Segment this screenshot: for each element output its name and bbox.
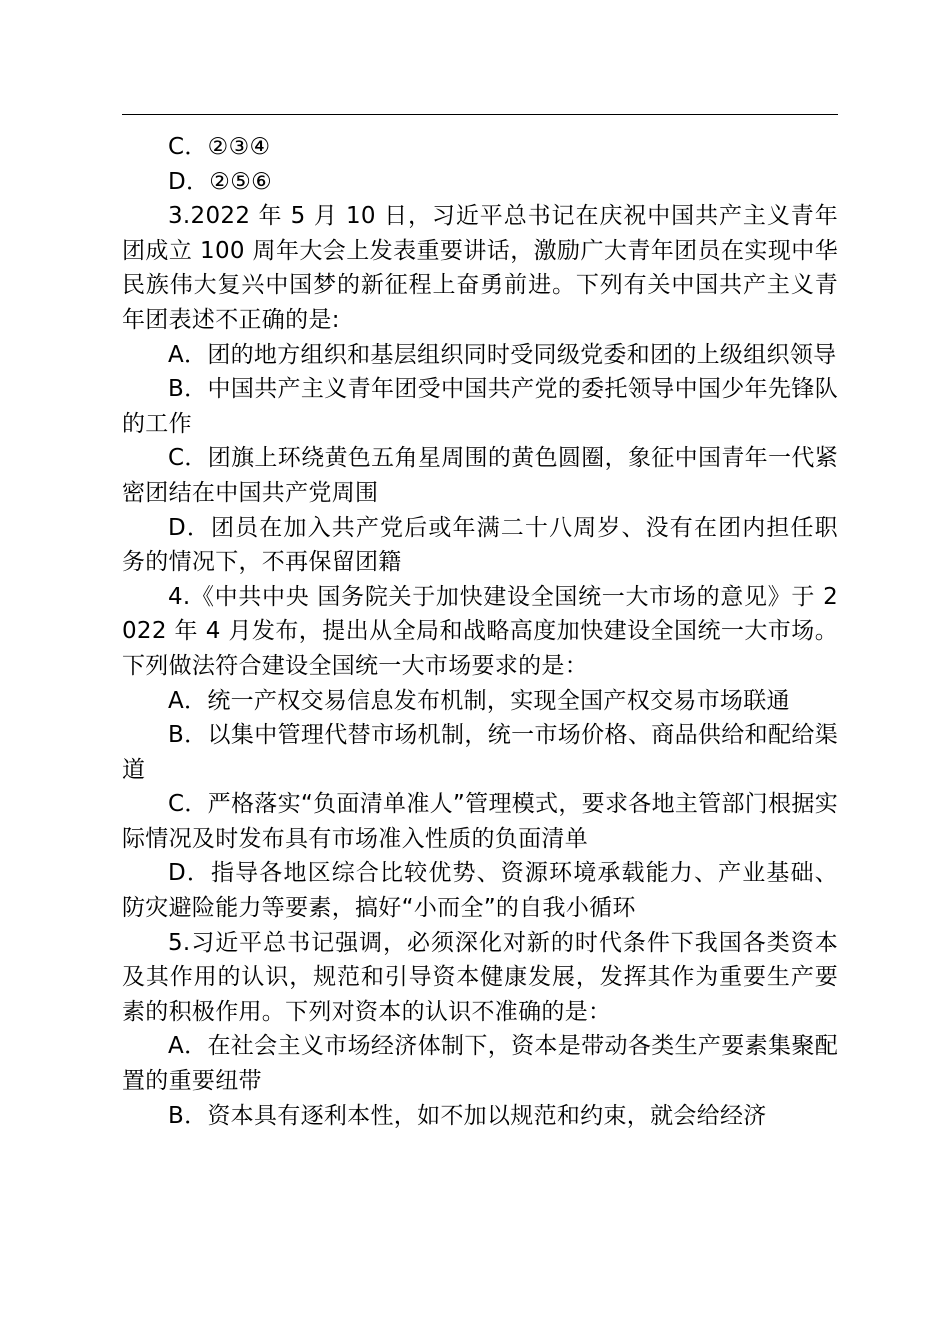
option-b-q5: B．资本具有逐利本性，如不加以规范和约束，就会给经济	[168, 1102, 767, 1129]
question-4: 4.《中共中央 国务院关于加快建设全国统一大市场的意见》于 2022 年 4 月发布，提出从全局和战略高度加快建设全国统一大市场。下列做法符合建设全国统一大市场要求的是：	[122, 583, 838, 679]
option-a-q3: A．团的地方组织和基层组织同时受同级党委和团的上级组织领导	[168, 341, 837, 368]
option-a-q5: A．在社会主义市场经济体制下，资本是带动各类生产要素集聚配置的重要纽带	[122, 1033, 838, 1095]
option-c-q4: C．严格落实“负面清单准人”管理模式，要求各地主管部门根据实际情况及时发布具有市场准入性质的负面清单	[122, 791, 838, 852]
question-3: 3.2022 年 5 月 10 日，习近平总书记在庆祝中国共产主义青年团成立 100 周年大会上发表重要讲话，激励广大青年团员在实现中华民族伟大复兴中国梦的新征程上奋勇前进。下列有关中国共产主义青年团表述不正确的是:	[122, 203, 838, 333]
option-b-q4: B．以集中管理代替市场机制，统一市场价格、商品供给和配给渠道	[122, 722, 838, 783]
option-c-q2: C．②③④	[168, 134, 271, 160]
option-d-q3: D．团员在加入共产党后或年满二十八周岁、没有在团内担任职务的情况下，不再保留团籍	[122, 514, 838, 576]
option-a-q4: A．统一产权交易信息发布机制，实现全国产权交易市场联通	[168, 687, 790, 714]
option-c-q3: C．团旗上环绕黄色五角星周围的黄色圆圈，象征中国青年一代紧密团结在中国共产党周围	[122, 445, 838, 506]
header-rule	[122, 114, 838, 115]
option-d-q4: D．指导各地区综合比较优势、资源环境承载能力、产业基础、防灾避险能力等要素，搞好“小而全”的自我小循环	[122, 860, 838, 922]
question-5: 5.习近平总书记强调，必须深化对新的时代条件下我国各类资本及其作用的认识，规范和引导资本健康发展，发挥其作为重要生产要素的积极作用。下列对资本的认识不准确的是：	[122, 929, 838, 1025]
option-d-q2: D．②⑤⑥	[168, 168, 273, 195]
option-b-q3: B．中国共产主义青年团受中国共产党的委托领导中国少年先锋队的工作	[122, 376, 838, 437]
document-body	[122, 130, 838, 1133]
